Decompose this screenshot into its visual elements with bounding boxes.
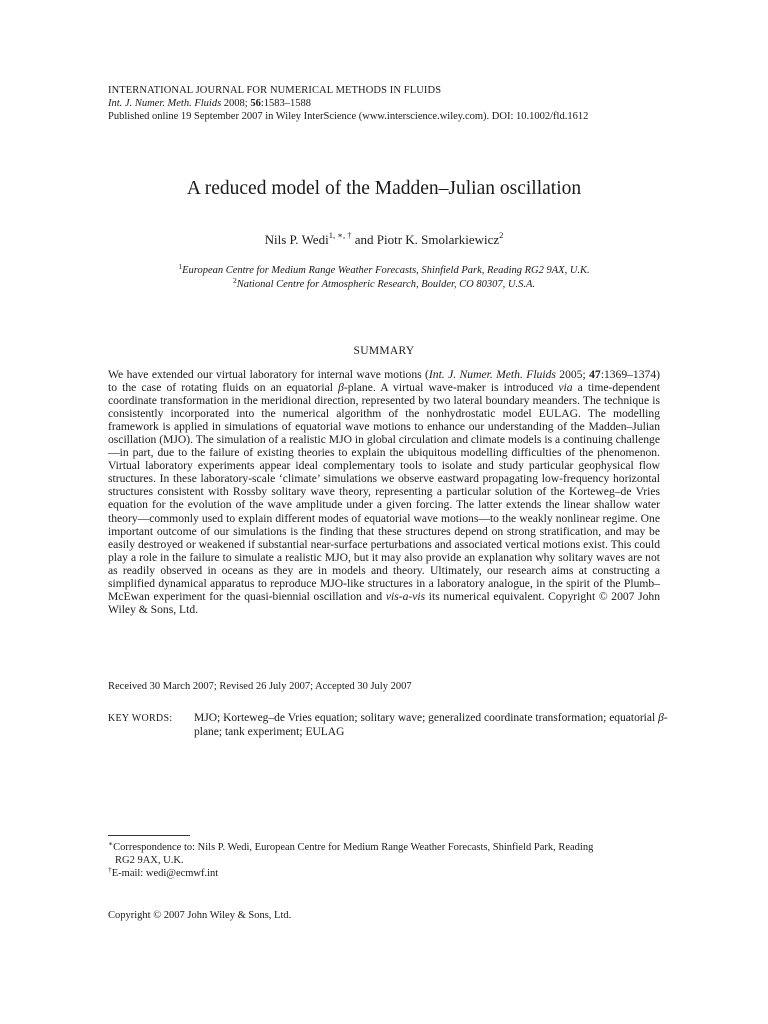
author-marks: 1, ∗, † [328,230,352,240]
footnote-rule [108,835,190,836]
abstract-italic-via: via [558,381,573,395]
author-connector: and [351,232,377,247]
abstract-ref-journal: Int. J. Numer. Meth. Fluids [428,368,556,381]
footnotes [108,841,663,880]
abstract-paragraph [108,368,660,616]
affiliation-mark: 2 [232,275,237,285]
affiliation [0,275,768,292]
citation-journal-abbrev: Int. J. Numer. Meth. Fluids [108,98,222,109]
beta-symbol: β [658,712,664,724]
correspondence-footnote-cont: RG2 9AX, U.K. [115,855,184,866]
received-dates: Received 30 March 2007; Revised 26 July 2007; Accepted 30 July 2007 [108,681,412,692]
journal-citation [108,97,668,110]
keywords-text: -plane; tank experiment; EULAG [194,712,668,738]
abstract-text: a time-dependent coordinate transformation in the meridional direction, represented by two lateral boundary meanders. The technique is consistently incorporated into the numerical algorithm of the nonhydrostatic model EULAG. The modelling framework is applied in simulations of equatorial wave motions to enhance our understanding of the Madden–Julian oscillation (MJO). The simulation of a realistic MJO in global circulation and climate models is a continuing challenge—in part, due to the failure of existing theories to explain the ubiquitous modelling difficulties of the phenomenon. Virtual laboratory experiments appear ideal complementary tools to isolate and study particular geophysical flow structures. In these laboratory-scale ‘climate’ simulations we observe eastward propagating low-frequency horizontal structures consistent with Rossby solitary wave theory, representing a particular solution of the Korteweg–de Vries equation for the evolution of the wave amplitude under a given forcing. The latter extends the linear shallow water theory—commonly used to explain different modes of equatorial wave motions—to the weakly nonlinear regime. One important outcome of our simulations is the finding that these structures depend on strong stratification, and may be easily destroyed or weakened if substantial near-surface perturbations and associated vertical motions exist. This could play a role in the failure to simulate a realistic MJO, but it may also provide an explanation why solitary waves are not as readily observed in oceans as they are in models and theory. Ultimately, our research aims at constructing a simplified dynamical apparatus to reproduce MJO-like structures in a laboratory analogue, in the spirit of the Plumb–McEwan experiment for the quasi-biennial oscillation and [108,381,660,603]
abstract-text: -plane. A virtual wave-maker is introduced [343,381,559,395]
journal-header [108,84,668,123]
author-name: Piotr K. Smolarkiewicz [376,232,500,247]
affiliations [0,264,768,291]
citation-volume: 56 [250,98,261,109]
affiliation [0,264,768,278]
keywords-list [194,712,668,739]
author-name: Nils P. Wedi [264,232,329,247]
citation-year: 2008; [221,98,251,109]
email-text: E-mail: wedi@ecmwf.int [111,868,219,879]
copyright-footer: Copyright © 2007 John Wiley & Sons, Ltd. [108,910,292,921]
affiliation-text: European Centre for Medium Range Weather Forecasts, Shinfield Park, Reading RG2 9AX, U.K. [182,265,590,276]
affiliation-mark: 1 [178,262,183,271]
footnote-text: Correspondence to: Nils P. Wedi, European Centre for Medium Range Weather Forecasts, Shinfield Park, Reading [113,842,594,853]
author-list [0,232,768,248]
affiliation-text: National Centre for Atmospheric Research, Boulder, CO 80307, U.S.A. [236,278,535,290]
abstract-italic-visavis: vis-a-vis [385,589,426,603]
keywords-label: KEY WORDS: [108,713,173,724]
abstract [108,368,660,616]
correspondence-footnote [108,841,663,854]
keywords-text: MJO; Korteweg–de Vries equation; solitary wave; generalized coordinate transformation; equatorial [194,712,659,724]
abstract-text: We have extended our virtual laboratory for internal wave motions ( [108,368,429,381]
journal-name: INTERNATIONAL JOURNAL FOR NUMERICAL METHODS IN FLUIDS [108,85,442,96]
abstract-ref-year: 2005; [555,368,590,381]
beta-symbol: β [338,381,344,395]
footnote-mark: † [108,865,112,874]
footnote-mark: ∗ [108,839,114,848]
published-line: Published online 19 September 2007 in Wiley InterScience (www.interscience.wiley.com). DOI: 10.1002/fld.1612 [108,111,589,122]
paper-title: A reduced model of the Madden–Julian oscillation [186,178,582,199]
author-marks: 2 [499,230,504,240]
summary-heading: SUMMARY [353,345,415,357]
email-footnote [108,867,663,880]
keywords [108,712,668,739]
citation-pages: :1583–1588 [260,98,311,109]
abstract-ref-volume: 47 [589,368,601,381]
abstract-text: :1369–1374) to the case of rotating fluids on an equatorial [108,368,660,395]
abstract-text: its numerical equivalent. Copyright © 2007 John Wiley & Sons, Ltd. [108,589,660,616]
